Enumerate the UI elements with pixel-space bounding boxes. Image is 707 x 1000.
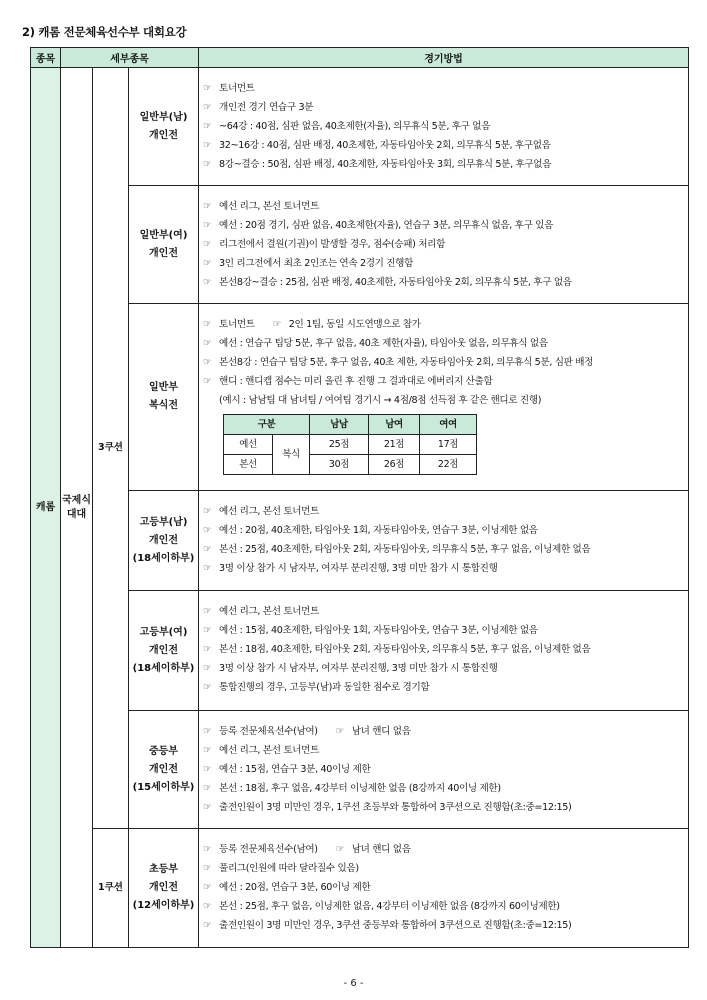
handicap-example-note: (예시 : 남남팀 대 남녀팀 / 여여팀 경기시 → 4점/8점 선득점 후 같은 핸디로 진행) bbox=[219, 395, 542, 406]
pointer-icon: ☞ bbox=[203, 83, 212, 94]
pointer-icon: ☞ bbox=[203, 220, 212, 231]
pointer-icon: ☞ bbox=[203, 844, 212, 855]
division-label-line: 중등부 bbox=[149, 745, 178, 757]
division-label-line: 개인전 bbox=[149, 763, 178, 775]
division-label-line: 일반부(여) bbox=[139, 229, 188, 241]
pointer-icon: ☞ bbox=[203, 802, 212, 813]
competition-rules-table bbox=[30, 47, 689, 948]
method-line: 예선 : 15점, 40초제한, 타임아웃 1회, 자동타임아웃, 연습구 3분, 이닝제한 없음 bbox=[219, 625, 538, 636]
division-label-line: 개인전 bbox=[149, 534, 178, 546]
pointer-icon: ☞ bbox=[203, 319, 212, 330]
division-method bbox=[199, 304, 689, 491]
method-line: 본선 : 18점, 후구 없음, 4강부터 이닝제한 없음 (8강까지 40이닝 제한) bbox=[219, 783, 501, 794]
pointer-icon: ☞ bbox=[203, 140, 212, 151]
handicap-value: 30점 bbox=[310, 455, 369, 475]
method-line: 3명 이상 참가 시 남자부, 여자부 분리진행, 3명 미만 참가 시 통합진행 bbox=[219, 563, 498, 574]
division-label-line: (18세이하부) bbox=[132, 552, 195, 564]
method-line: 본선8강 : 연습구 팀당 5분, 후구 없음, 40초 제한, 자동타임아웃 2회, 의무휴식 5분, 심판 배정 bbox=[219, 357, 594, 368]
method-line: 예선 : 15점, 연습구 3분, 40이닝 제한 bbox=[219, 764, 371, 775]
header-row bbox=[31, 48, 689, 68]
method-line: 본선 : 18점, 40초제한, 타임아웃 2회, 자동타임아웃, 의무휴식 5분, 후구 없음, 이닝제한 없음 bbox=[219, 644, 591, 655]
method-line: 리그전에서 결원(기권)이 발생할 경우, 점수(승패) 처리함 bbox=[219, 239, 445, 250]
handicap-value: 17점 bbox=[420, 435, 477, 455]
method-line: 예선 리그, 본선 토너먼트 bbox=[219, 745, 320, 756]
division-label bbox=[129, 186, 199, 304]
competition-label: 국제식 대대 bbox=[62, 494, 91, 520]
handicap-value: 21점 bbox=[369, 435, 420, 455]
division-label bbox=[129, 711, 199, 829]
handicap-value: 25점 bbox=[310, 435, 369, 455]
pointer-icon: ☞ bbox=[203, 506, 212, 517]
cushion1-cell: 1쿠션 bbox=[93, 829, 129, 948]
pointer-icon: ☞ bbox=[203, 121, 212, 132]
method-line: 본선 : 25점, 후구 없음, 이닝제한 없음, 4강부터 이닝제한 없음 (8강까지 60이닝제한) bbox=[219, 901, 560, 912]
method-line: 토너먼트 bbox=[219, 319, 255, 330]
method-line: 3인 리그전에서 최초 2인조는 연속 2경기 진행함 bbox=[219, 258, 414, 269]
division-label-line: 복식전 bbox=[149, 400, 178, 411]
header-event: 종목 bbox=[31, 48, 61, 68]
pointer-icon: ☞ bbox=[203, 338, 212, 349]
handicap-type: 복식 bbox=[273, 435, 310, 475]
pointer-icon: ☞ bbox=[203, 258, 212, 269]
pointer-icon: ☞ bbox=[203, 102, 212, 113]
method-line: 개인전 경기 연습구 3분 bbox=[219, 102, 314, 113]
header-detail: 세부종목 bbox=[61, 48, 199, 68]
method-line: 예선 : 20점, 40초제한, 타임아웃 1회, 자동타임아웃, 연습구 3분, 이닝제한 없음 bbox=[219, 525, 538, 536]
division-label-line: 고등부(남) bbox=[139, 516, 188, 528]
handicap-stage: 본선 bbox=[224, 455, 273, 475]
handicap-table bbox=[223, 414, 477, 475]
method-line: 예선 리그, 본선 토너먼트 bbox=[219, 201, 320, 212]
method-line: 핸디 : 핸디캡 점수는 미리 올린 후 진행 그 결과대로 에버리지 산출함 bbox=[219, 376, 493, 387]
pointer-icon: ☞ bbox=[203, 376, 212, 387]
division-label bbox=[129, 68, 199, 186]
handicap-header-ff: 여여 bbox=[420, 415, 477, 435]
division-label-line: (15세이하부) bbox=[132, 781, 195, 793]
pointer-icon: ☞ bbox=[203, 745, 212, 756]
method-line: 3명 이상 참가 시 남자부, 여자부 분리진행, 3명 미만 참가 시 통합진행 bbox=[219, 663, 498, 674]
division-row bbox=[31, 491, 689, 591]
pointer-icon: ☞ bbox=[203, 726, 212, 737]
division-row bbox=[31, 591, 689, 711]
section-title: 2) 캐롬 전문체육선수부 대회요강 bbox=[22, 25, 187, 39]
method-line-extra: 남녀 핸디 없음 bbox=[351, 726, 411, 737]
pointer-icon: ☞ bbox=[203, 159, 212, 170]
pointer-icon: ☞ bbox=[203, 606, 212, 617]
header-method: 경기방법 bbox=[199, 48, 689, 68]
pointer-icon: ☞ bbox=[203, 764, 212, 775]
division-label bbox=[129, 829, 199, 948]
method-line-extra: 남녀 핸디 없음 bbox=[351, 844, 411, 855]
division-label-line: 일반부 bbox=[149, 382, 178, 393]
pointer-icon: ☞ bbox=[272, 319, 281, 330]
division-label bbox=[129, 304, 199, 491]
pointer-icon: ☞ bbox=[335, 726, 344, 737]
division-method bbox=[199, 186, 689, 304]
pointer-icon: ☞ bbox=[203, 525, 212, 536]
pointer-icon: ☞ bbox=[335, 844, 344, 855]
pointer-icon: ☞ bbox=[203, 239, 212, 250]
division-label-line: 개인전 bbox=[149, 247, 178, 259]
method-line: 예선 리그, 본선 토너먼트 bbox=[219, 506, 320, 517]
pointer-icon: ☞ bbox=[203, 783, 212, 794]
division-method bbox=[199, 68, 689, 186]
method-line: 예선 : 연습구 팀당 5분, 후구 없음, 40초 제한(자율), 타임아웃 없음, 의무휴식 없음 bbox=[219, 338, 548, 349]
division-label bbox=[129, 491, 199, 591]
pointer-icon: ☞ bbox=[203, 625, 212, 636]
page-number: - 6 - bbox=[343, 978, 364, 989]
pointer-icon: ☞ bbox=[203, 663, 212, 674]
handicap-stage: 예선 bbox=[224, 435, 273, 455]
method-line: 예선 : 20점, 연습구 3분, 60이닝 제한 bbox=[219, 882, 371, 893]
method-line: 예선 : 20점 경기, 심판 없음, 40초제한(자율), 연습구 3분, 의무휴식 없음, 후구 있음 bbox=[219, 220, 554, 231]
pointer-icon: ☞ bbox=[203, 920, 212, 931]
division-row bbox=[31, 186, 689, 304]
division-label-line: 일반부(남) bbox=[139, 111, 188, 123]
method-line: 등록 전문체육선수(남여) bbox=[219, 844, 318, 855]
division-label-line: 개인전 bbox=[149, 644, 178, 656]
division-row bbox=[31, 711, 689, 829]
method-line: 토너먼트 bbox=[219, 83, 255, 94]
method-line: 등록 전문체육선수(남여) bbox=[219, 726, 318, 737]
method-line: 32~16강 : 40점, 심판 배정, 40초제한, 자동타임아웃 2회, 의무휴식 5분, 후구없음 bbox=[219, 140, 551, 151]
method-line: 출전인원이 3명 미만인 경우, 1쿠션 초등부와 통합하여 3쿠션으로 진행함(초:중=12:15) bbox=[219, 802, 572, 813]
division-label-line: 개인전 bbox=[149, 882, 178, 893]
pointer-icon: ☞ bbox=[203, 357, 212, 368]
handicap-value: 26점 bbox=[369, 455, 420, 475]
pointer-icon: ☞ bbox=[203, 544, 212, 555]
competition-cell bbox=[61, 68, 93, 948]
division-label-line: 초등부 bbox=[149, 864, 178, 875]
division-label-line: 고등부(여) bbox=[139, 626, 188, 638]
method-line: 통합진행의 경우, 고등부(남)과 동일한 점수로 경기함 bbox=[219, 682, 430, 693]
division-method bbox=[199, 591, 689, 711]
pointer-icon: ☞ bbox=[203, 882, 212, 893]
handicap-value: 22점 bbox=[420, 455, 477, 475]
method-line: 출전인원이 3명 미만인 경우, 3쿠션 중등부와 통합하여 3쿠션으로 진행함(초:중=12:15) bbox=[219, 920, 572, 931]
method-line: 8강~결승 : 50점, 심판 배정, 40초제한, 자동타임아웃 3회, 의무휴식 5분, 후구없음 bbox=[219, 159, 552, 170]
division-row bbox=[31, 829, 689, 948]
handicap-header-mf: 남여 bbox=[369, 415, 420, 435]
division-label-line: 개인전 bbox=[149, 129, 178, 141]
handicap-header-mm: 남남 bbox=[310, 415, 369, 435]
division-label bbox=[129, 591, 199, 711]
division-label-line: (12세이하부) bbox=[132, 900, 195, 911]
method-line-extra: 2인 1팀, 동일 시도연맹으로 참가 bbox=[288, 319, 421, 330]
method-line: ~64강 : 40점, 심판 없음, 40초제한(자율), 의무휴식 5분, 후구 없음 bbox=[219, 121, 491, 132]
pointer-icon: ☞ bbox=[203, 201, 212, 212]
pointer-icon: ☞ bbox=[203, 863, 212, 874]
division-method bbox=[199, 491, 689, 591]
handicap-header-type: 구분 bbox=[224, 415, 310, 435]
division-label-line: (18세이하부) bbox=[132, 662, 195, 674]
method-line: 풀리그(인원에 따라 달라질수 있음) bbox=[219, 863, 359, 874]
division-method bbox=[199, 829, 689, 948]
pointer-icon: ☞ bbox=[203, 563, 212, 574]
division-method bbox=[199, 711, 689, 829]
method-line: 예선 리그, 본선 토너먼트 bbox=[219, 606, 320, 617]
pointer-icon: ☞ bbox=[203, 682, 212, 693]
division-row bbox=[31, 68, 689, 186]
pointer-icon: ☞ bbox=[203, 644, 212, 655]
event-cell: 캐롬 bbox=[31, 68, 61, 948]
division-row bbox=[31, 304, 689, 491]
method-line: 본선 : 25점, 40초제한, 타임아웃 2회, 자동타임아웃, 의무휴식 5분, 후구 없음, 이닝제한 없음 bbox=[219, 544, 591, 555]
cushion3-cell: 3쿠션 bbox=[93, 68, 129, 829]
pointer-icon: ☞ bbox=[203, 901, 212, 912]
method-line: 본선8강~결승 : 25점, 심판 배정, 40초제한, 자동타임아웃 2회, 의무휴식 5분, 후구 없음 bbox=[219, 277, 572, 288]
pointer-icon: ☞ bbox=[203, 277, 212, 288]
